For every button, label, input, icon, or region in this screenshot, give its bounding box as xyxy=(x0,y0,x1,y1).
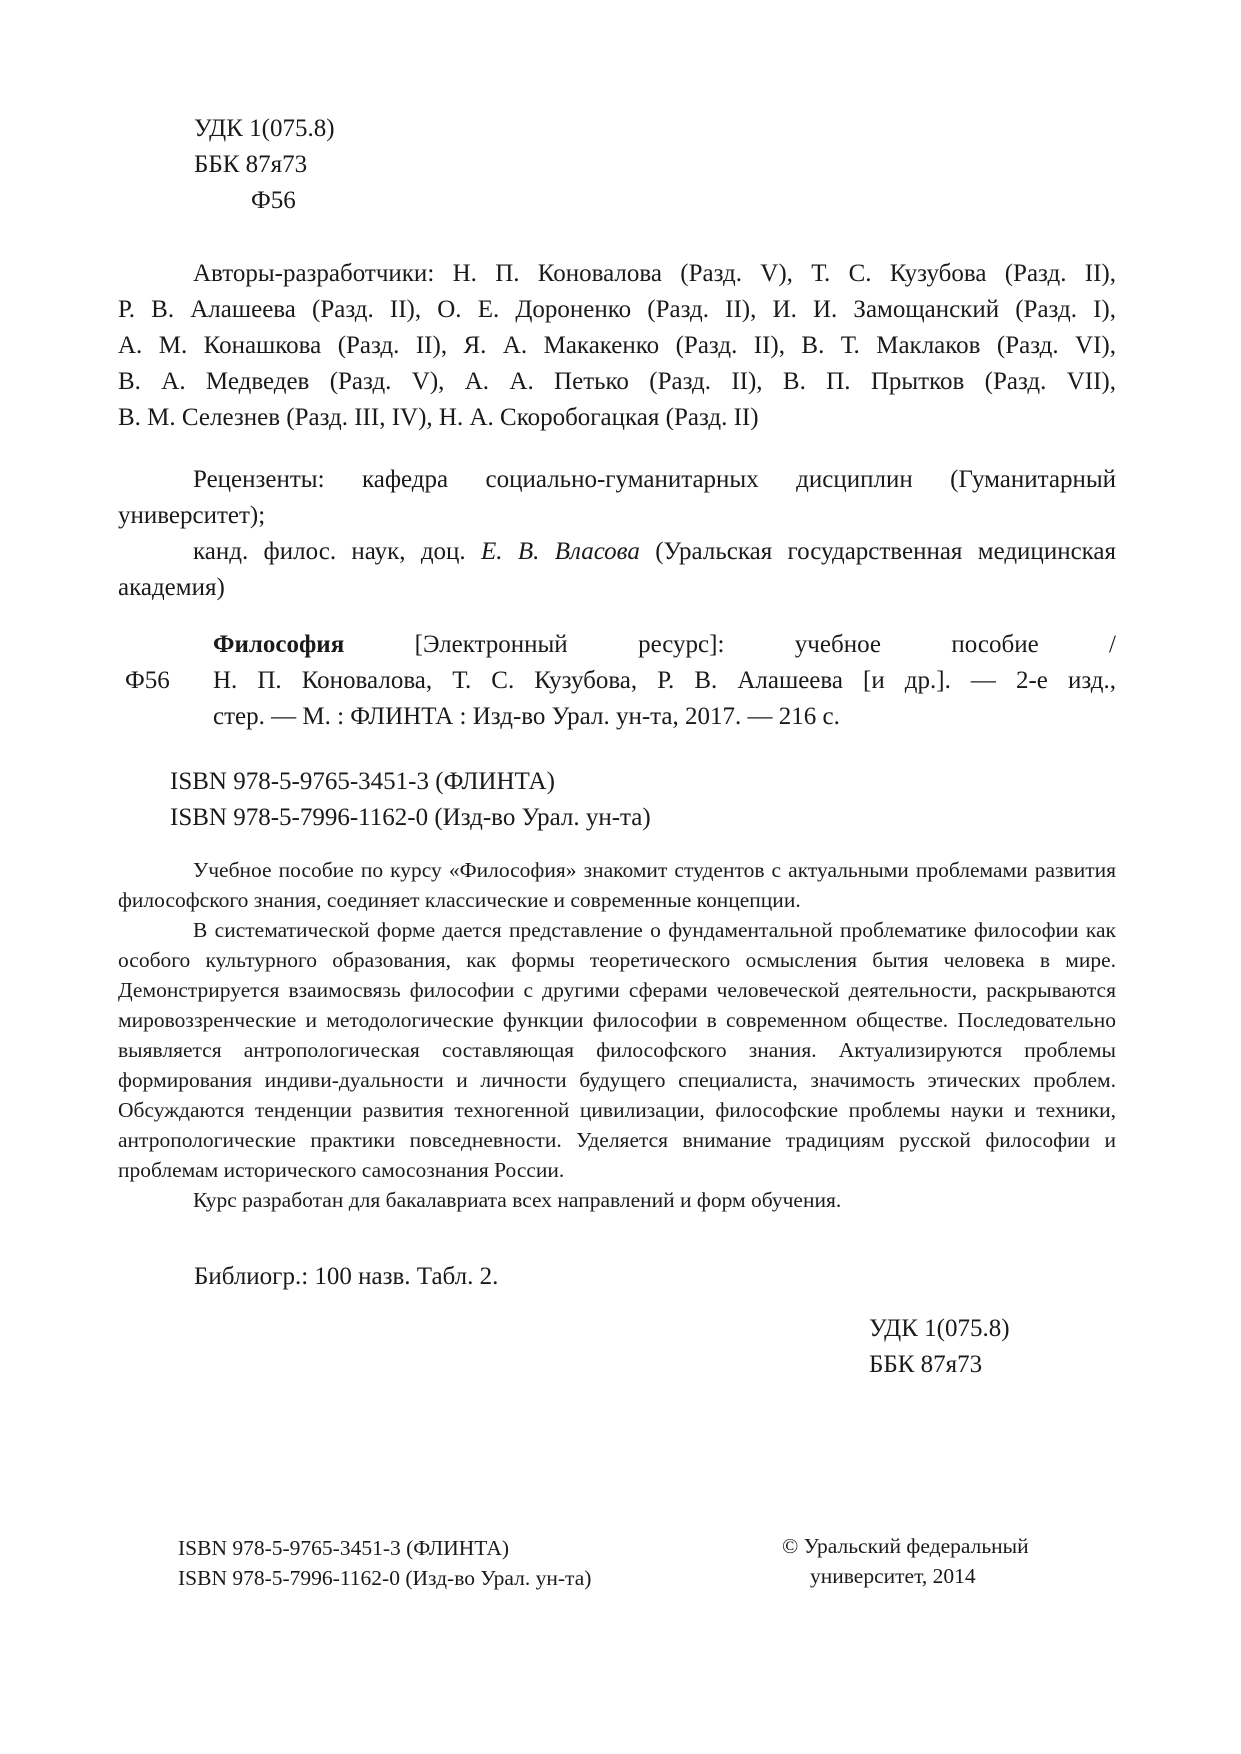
authors-line-2: Р. В. Алашеева (Разд. II), О. Е. Дороненко (Разд. II), И. И. Замощанский (Разд. I), xyxy=(118,296,1116,323)
index-block xyxy=(194,111,594,219)
bib-line-1-rest: [Электронный ресурс]: учебное пособие / xyxy=(414,631,1116,658)
reviewers-second-suffix: (Уральская государственная медицинская академия) xyxy=(118,538,1117,601)
copyright-line-2: университет, 2014 xyxy=(810,1564,976,1588)
author-sign: Ф56 xyxy=(251,187,296,214)
footer-isbn-first: ISBN 978-5-9765-3451-3 (ФЛИНТА) xyxy=(178,1536,510,1560)
bib-line-2: Н. П. Коновалова, Т. С. Кузубова, Р. В. Алашеева [и др.]. — 2-е изд., xyxy=(213,667,1116,694)
reviewers-first-text: кафедра социально-гуманитарных дисциплин (Гуманитарный университет); xyxy=(118,466,1116,529)
authors-text-1: Н. П. Коновалова (Разд. V), Т. С. Кузубова (Разд. II), xyxy=(452,260,1116,287)
bibliographic-entry xyxy=(213,627,1116,735)
bib-sign: Ф56 xyxy=(125,667,170,694)
bibliography-note: Библиогр.: 100 назв. Табл. 2. xyxy=(194,1263,499,1290)
authors-line-1 xyxy=(118,256,1116,292)
udk-code: УДК 1(075.8) xyxy=(194,115,335,142)
reviewers-second-name: Е. В. Власова xyxy=(481,538,640,565)
reviewers-first xyxy=(118,462,1116,534)
isbn-second: ISBN 978-5-7996-1162-0 (Изд-во Урал. ун-та) xyxy=(170,804,651,831)
annotation-p2: В систематической форме дается представление о фундаментальной проблематике философии как особого культурного образования, как формы теоретического осмысления бытия человека в мире. Демонстрируется взаимосвязь философии с другими сферами человеческой деятельности, раскрываются мировоззренческие и методологические функции философии в современном обществе. Последовательно выявляется антропологическая составляющая философского знания. Актуализируются проблемы формирования индиви-дуальности и личности будущего специалиста, значимость этических проблем. Обсуждаются тенденции развития техногенной цивилизации, философские проблемы науки и техники, антропологические практики повседневности. Уделяется внимание традициям русской философии и проблемам исторического самосознания России. xyxy=(118,918,1116,1182)
reviewers-second xyxy=(118,534,1116,606)
bib-line-1 xyxy=(213,627,1116,663)
annotation-p3: Курс разработан для бакалавриата всех направлений и форм обучения. xyxy=(193,1188,842,1212)
isbn-first: ISBN 978-5-9765-3451-3 (ФЛИНТА) xyxy=(170,768,555,795)
authors-paragraph xyxy=(118,256,1116,436)
footer-isbn-block xyxy=(178,1533,591,1593)
annotation xyxy=(118,855,1116,1215)
copyright-line-1: © Уральский федеральный xyxy=(782,1534,1029,1558)
authors-line-4: В. А. Медведев (Разд. V), А. А. Петько (Разд. II), В. П. Прытков (Разд. VII), xyxy=(118,368,1116,395)
reviewers-paragraph xyxy=(118,462,1116,606)
footer-isbn-second: ISBN 978-5-7996-1162-0 (Изд-во Урал. ун-та) xyxy=(178,1566,592,1590)
reviewers-second-prefix: канд. филос. наук, доц. xyxy=(193,538,466,565)
bottom-bbk-code: ББК 87я73 xyxy=(869,1351,983,1378)
bib-line-3: стер. — М. : ФЛИНТА : Изд-во Урал. ун-та, 2017. — 216 с. xyxy=(213,703,840,730)
reviewers-label: Рецензенты: xyxy=(193,466,325,493)
isbn-block xyxy=(170,764,870,836)
bbk-code: ББК 87я73 xyxy=(194,151,308,178)
bib-title: Философия xyxy=(213,631,345,658)
authors-line-5: В. М. Селезнев (Разд. III, IV), Н. А. Скоробогацкая (Разд. II) xyxy=(118,404,759,431)
annotation-p1: Учебное пособие по курсу «Философия» знакомит студентов с актуальными проблемами развития философского знания, соединяет классические и современные концепции. xyxy=(118,858,1116,912)
bottom-udk-code: УДК 1(075.8) xyxy=(869,1315,1010,1342)
authors-label: Авторы-разработчики: xyxy=(193,260,435,287)
authors-line-3: А. М. Конашкова (Разд. II), Я. А. Макакенко (Разд. II), В. Т. Маклаков (Разд. VI), xyxy=(118,332,1116,359)
copyright-block xyxy=(782,1531,1029,1591)
bottom-index-block xyxy=(869,1311,1010,1383)
